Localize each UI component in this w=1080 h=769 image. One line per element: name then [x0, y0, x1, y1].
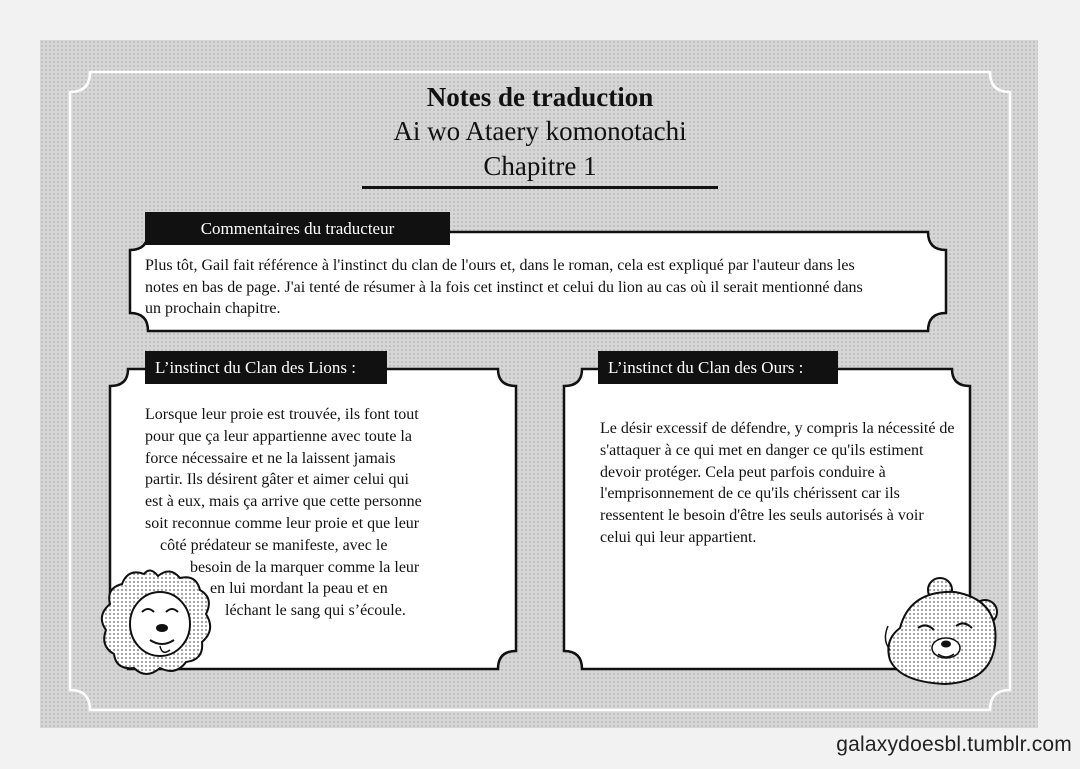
- lion-clan-line: force nécessaire et ne la laissent jamais: [145, 449, 396, 467]
- lion-clan-line: en lui mordant la peau et en: [210, 580, 388, 598]
- lion-clan-line: soit reconnue comme leur proie et que leur: [145, 514, 420, 532]
- lion-clan-line: partir. Ils désirent gâter et aimer celui qui: [145, 471, 409, 489]
- translator-comments-text: Plus tôt, Gail fait référence à l'instinct du clan de l'ours et, dans le roman, cela est expliqué par l'auteur dans les notes en bas de page. J'ai tenté de résumer à la fois cet instinct et celui du lion au cas où il serait mentionné dans un prochain chapitre.: [145, 257, 863, 317]
- chapter-title: Chapitre 1: [483, 151, 597, 181]
- lion-clan-label: L’instinct du Clan des Lions :: [145, 351, 387, 384]
- lion-clan-line: côté prédateur se manifeste, avec le: [160, 536, 388, 554]
- lion-clan-line: pour que ça leur appartienne avec toute la: [145, 427, 412, 445]
- bear-clan-text: Le désir excessif de défendre, y compris la nécessité de s'attaquer à ce qui met en danger ce qu'ils estiment devoir protéger. Cela peut parfois conduire à l'emprisonnement de ce qu'ils chérissent car ils ressentent le besoin d'être les seuls autorisés à voir celui qui leur appartient.: [600, 420, 955, 546]
- lion-clan-line: est à eux, mais ça arrive que cette personne: [145, 493, 422, 511]
- notes-title: Notes de traduction: [426, 82, 654, 112]
- lion-clan-line: Lorsque leur proie est trouvée, ils font tout: [145, 406, 419, 423]
- lion-clan-line: besoin de la marquer comme la leur: [190, 558, 420, 576]
- bear-clan-label: L’instinct du Clan des Ours :: [598, 351, 838, 384]
- translator-comments-label: Commentaires du traducteur: [145, 212, 450, 245]
- watermark: galaxydoesbl.tumblr.com: [836, 733, 1072, 756]
- lion-clan-line: léchant le sang qui s’écoule.: [225, 602, 406, 620]
- manga-title: Ai wo Ataery komonotachi: [393, 116, 687, 146]
